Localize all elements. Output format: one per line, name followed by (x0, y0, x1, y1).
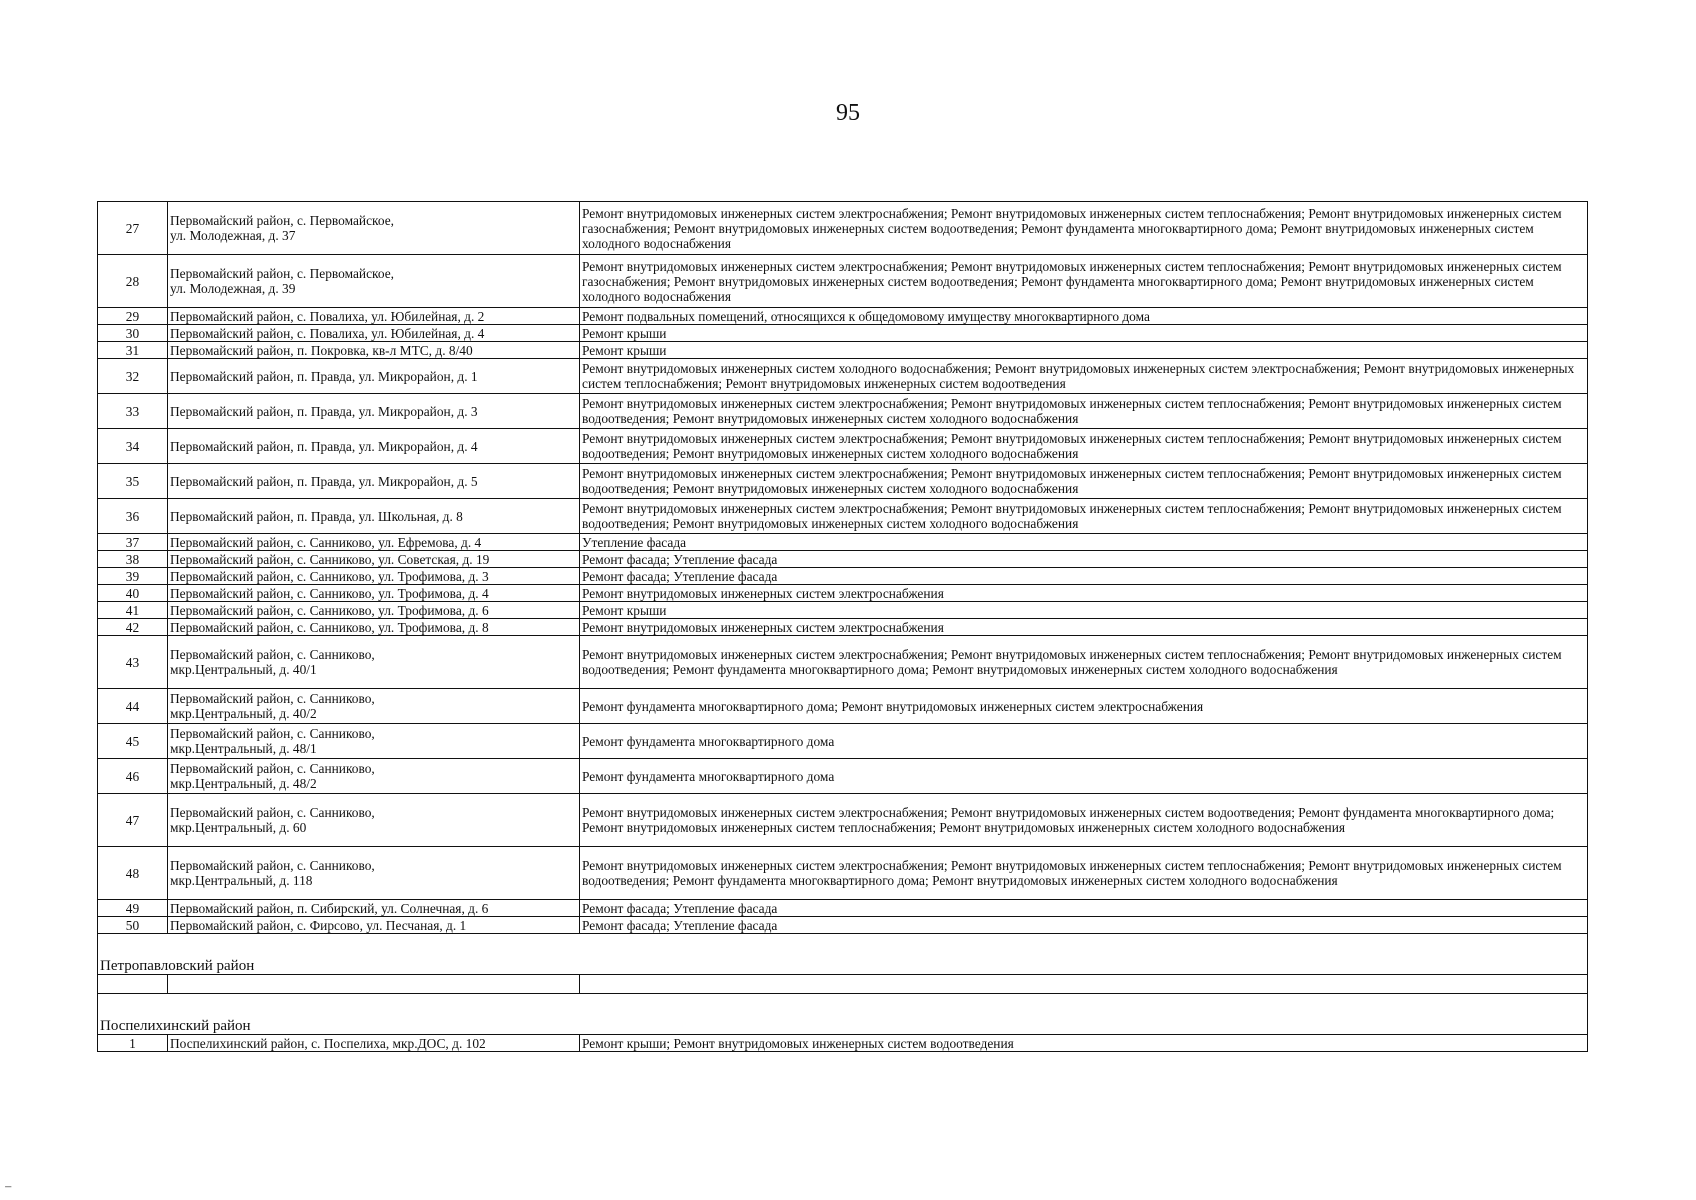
address-line: ул. Молодежная, д. 37 (170, 228, 296, 243)
table-row (98, 464, 1588, 499)
row-number: 39 (98, 568, 168, 585)
address-line: мкр.Центральный, д. 40/2 (170, 706, 317, 721)
address-line: Первомайский район, с. Санниково, (170, 691, 375, 706)
row-number: 29 (98, 308, 168, 325)
table-row (98, 689, 1588, 724)
address-cell (168, 342, 580, 359)
district-header-row (98, 994, 1588, 1035)
row-number: 42 (98, 619, 168, 636)
address-cell (168, 602, 580, 619)
work-type-cell: Ремонт внутридомовых инженерных систем электроснабжения; Ремонт внутридомовых инженерных систем теплоснабжения; Ремонт внутридомовых инженерных систем газоснабжения; Ремонт внутридомовых инженерных систем водоотведения; Ремонт фундамента многоквартирного дома; Ремонт внутридомовых инженерных систем холодного водоснабжения (580, 255, 1588, 308)
address-cell (168, 585, 580, 602)
row-number: 47 (98, 794, 168, 847)
table-row (98, 794, 1588, 847)
row-number: 1 (98, 1035, 168, 1052)
row-number: 49 (98, 900, 168, 917)
empty-row (98, 975, 1588, 994)
address-line: мкр.Центральный, д. 48/2 (170, 776, 317, 791)
address-cell (168, 464, 580, 499)
work-type-cell: Ремонт фундамента многоквартирного дома; Ремонт внутридомовых инженерных систем электроснабжения (580, 689, 1588, 724)
address-cell (168, 534, 580, 551)
table-row (98, 394, 1588, 429)
table-row (98, 847, 1588, 900)
table-row (98, 724, 1588, 759)
row-number: 38 (98, 551, 168, 568)
address-cell (168, 759, 580, 794)
row-number: 34 (98, 429, 168, 464)
table-row (98, 1035, 1588, 1052)
table-row (98, 534, 1588, 551)
address-line: Первомайский район, п. Правда, ул. Микрорайон, д. 4 (170, 438, 478, 454)
work-type-cell: Ремонт внутридомовых инженерных систем электроснабжения; Ремонт внутридомовых инженерных систем теплоснабжения; Ремонт внутридомовых инженерных систем водоотведения; Ремонт фундамента многоквартирного дома; Ремонт внутридомовых инженерных систем холодного водоснабжения (580, 636, 1588, 689)
work-type-cell: Ремонт внутридомовых инженерных систем электроснабжения; Ремонт внутридомовых инженерных систем теплоснабжения; Ремонт внутридомовых инженерных систем водоотведения; Ремонт внутридомовых инженерных систем холодного водоснабжения (580, 394, 1588, 429)
empty-cell (580, 975, 1588, 994)
address-line: Первомайский район, п. Правда, ул. Микрорайон, д. 1 (170, 368, 478, 384)
address-cell (168, 429, 580, 464)
table-row (98, 429, 1588, 464)
address-cell (168, 568, 580, 585)
address-line: Первомайский район, с. Санниково, ул. Трофимова, д. 6 (170, 602, 489, 618)
address-line: Первомайский район, с. Первомайское, (170, 213, 394, 228)
address-cell (168, 794, 580, 847)
address-line: Первомайский район, с. Санниково, ул. Ефремова, д. 4 (170, 534, 482, 550)
row-number: 33 (98, 394, 168, 429)
row-number: 31 (98, 342, 168, 359)
address-cell (168, 325, 580, 342)
work-type-cell: Ремонт внутридомовых инженерных систем электроснабжения; Ремонт внутридомовых инженерных систем водоотведения; Ремонт фундамента многоквартирного дома; Ремонт внутридомовых инженерных систем теплоснабжения; Ремонт внутридомовых инженерных систем холодного водоснабжения (580, 794, 1588, 847)
empty-cell (168, 975, 580, 994)
table-row (98, 585, 1588, 602)
address-cell (168, 847, 580, 900)
address-line: Первомайский район, с. Повалиха, ул. Юбилейная, д. 2 (170, 308, 485, 324)
table-row (98, 619, 1588, 636)
work-type-cell: Ремонт фасада; Утепление фасада (580, 551, 1588, 568)
work-type-cell: Ремонт внутридомовых инженерных систем электроснабжения; Ремонт внутридомовых инженерных систем теплоснабжения; Ремонт внутридомовых инженерных систем водоотведения; Ремонт фундамента многоквартирного дома; Ремонт внутридомовых инженерных систем холодного водоснабжения (580, 847, 1588, 900)
address-cell (168, 255, 580, 308)
row-number: 45 (98, 724, 168, 759)
address-cell (168, 1035, 580, 1052)
address-line: Первомайский район, с. Санниково, ул. Трофимова, д. 8 (170, 619, 489, 635)
work-type-cell: Ремонт фундамента многоквартирного дома (580, 759, 1588, 794)
work-type-cell: Утепление фасада (580, 534, 1588, 551)
table-body (98, 202, 1588, 1052)
table-row (98, 325, 1588, 342)
work-type-cell: Ремонт крыши (580, 325, 1588, 342)
address-line: Первомайский район, с. Санниково, (170, 805, 375, 820)
address-line: Первомайский район, п. Правда, ул. Школьная, д. 8 (170, 508, 463, 524)
work-type-cell: Ремонт фасада; Утепление фасада (580, 917, 1588, 934)
row-number: 35 (98, 464, 168, 499)
work-type-cell: Ремонт внутридомовых инженерных систем электроснабжения; Ремонт внутридомовых инженерных систем теплоснабжения; Ремонт внутридомовых инженерных систем водоотведения; Ремонт внутридомовых инженерных систем холодного водоснабжения (580, 464, 1588, 499)
work-type-cell: Ремонт внутридомовых инженерных систем холодного водоснабжения; Ремонт внутридомовых инженерных систем электроснабжения; Ремонт внутридомовых инженерных систем теплоснабжения; Ремонт внутридомовых инженерных систем водоотведения (580, 359, 1588, 394)
row-number: 36 (98, 499, 168, 534)
row-number: 43 (98, 636, 168, 689)
work-type-cell: Ремонт внутридомовых инженерных систем электроснабжения; Ремонт внутридомовых инженерных систем теплоснабжения; Ремонт внутридомовых инженерных систем водоотведения; Ремонт внутридомовых инженерных систем холодного водоснабжения (580, 429, 1588, 464)
address-line: Первомайский район, с. Повалиха, ул. Юбилейная, д. 4 (170, 325, 485, 341)
district-title: Поспелихинский район (98, 994, 1588, 1035)
work-type-cell: Ремонт крыши (580, 342, 1588, 359)
address-line: Первомайский район, п. Сибирский, ул. Солнечная, д. 6 (170, 900, 489, 916)
work-type-cell: Ремонт фундамента многоквартирного дома (580, 724, 1588, 759)
district-header-row (98, 934, 1588, 975)
address-cell (168, 551, 580, 568)
address-line: Первомайский район, с. Первомайское, (170, 266, 394, 281)
row-number: 30 (98, 325, 168, 342)
work-type-cell: Ремонт внутридомовых инженерных систем электроснабжения (580, 619, 1588, 636)
repair-program-table (97, 201, 1588, 1052)
table-row (98, 202, 1588, 255)
row-number: 37 (98, 534, 168, 551)
table-row (98, 255, 1588, 308)
address-cell (168, 724, 580, 759)
address-line: Первомайский район, п. Покровка, кв-л МТС, д. 8/40 (170, 342, 473, 358)
row-number: 28 (98, 255, 168, 308)
address-line: Первомайский район, с. Санниково, (170, 858, 375, 873)
address-cell (168, 394, 580, 429)
row-number: 41 (98, 602, 168, 619)
row-number: 40 (98, 585, 168, 602)
table-row (98, 568, 1588, 585)
address-line: Первомайский район, с. Фирсово, ул. Песчаная, д. 1 (170, 917, 467, 933)
address-cell (168, 619, 580, 636)
address-line: мкр.Центральный, д. 40/1 (170, 662, 317, 677)
work-type-cell: Ремонт внутридомовых инженерных систем электроснабжения (580, 585, 1588, 602)
work-type-cell: Ремонт крыши (580, 602, 1588, 619)
table-row (98, 499, 1588, 534)
table-row (98, 342, 1588, 359)
row-number: 44 (98, 689, 168, 724)
address-line: мкр.Центральный, д. 118 (170, 873, 313, 888)
address-cell (168, 900, 580, 917)
row-number: 32 (98, 359, 168, 394)
table-row (98, 900, 1588, 917)
address-line: Первомайский район, с. Санниково, ул. Советская, д. 19 (170, 551, 490, 567)
table-row (98, 917, 1588, 934)
address-line: Первомайский район, с. Санниково, ул. Трофимова, д. 4 (170, 585, 489, 601)
address-cell (168, 917, 580, 934)
address-cell (168, 202, 580, 255)
address-line: мкр.Центральный, д. 48/1 (170, 741, 317, 756)
address-line: Первомайский район, п. Правда, ул. Микрорайон, д. 5 (170, 473, 478, 489)
page-number: 95 (836, 100, 860, 126)
table-row (98, 759, 1588, 794)
address-cell (168, 359, 580, 394)
address-line: Первомайский район, с. Санниково, ул. Трофимова, д. 3 (170, 568, 489, 584)
table-row (98, 602, 1588, 619)
work-type-cell: Ремонт фасада; Утепление фасада (580, 900, 1588, 917)
address-line: Первомайский район, с. Санниково, (170, 726, 375, 741)
work-type-cell: Ремонт внутридомовых инженерных систем электроснабжения; Ремонт внутридомовых инженерных систем теплоснабжения; Ремонт внутридомовых инженерных систем газоснабжения; Ремонт внутридомовых инженерных систем водоотведения; Ремонт фундамента многоквартирного дома; Ремонт внутридомовых инженерных систем холодного водоснабжения (580, 202, 1588, 255)
row-number: 27 (98, 202, 168, 255)
address-line: Первомайский район, с. Санниково, (170, 761, 375, 776)
address-cell (168, 499, 580, 534)
address-cell (168, 308, 580, 325)
district-title: Петропавловский район (98, 934, 1588, 975)
address-cell (168, 689, 580, 724)
work-type-cell: Ремонт крыши; Ремонт внутридомовых инженерных систем водоотведения (580, 1035, 1588, 1052)
work-type-cell: Ремонт фасада; Утепление фасада (580, 568, 1588, 585)
work-type-cell: Ремонт подвальных помещений, относящихся к общедомовому имуществу многоквартирного дома (580, 308, 1588, 325)
address-line: Первомайский район, с. Санниково, (170, 647, 375, 662)
empty-cell (98, 975, 168, 994)
address-line: мкр.Центральный, д. 60 (170, 820, 307, 835)
table-row (98, 308, 1588, 325)
scan-mark: ⁻ (4, 1182, 13, 1199)
row-number: 50 (98, 917, 168, 934)
address-line: ул. Молодежная, д. 39 (170, 281, 296, 296)
address-line: Первомайский район, п. Правда, ул. Микрорайон, д. 3 (170, 403, 478, 419)
work-type-cell: Ремонт внутридомовых инженерных систем электроснабжения; Ремонт внутридомовых инженерных систем теплоснабжения; Ремонт внутридомовых инженерных систем водоотведения; Ремонт внутридомовых инженерных систем холодного водоснабжения (580, 499, 1588, 534)
address-line: Поспелихинский район, с. Поспелиха, мкр.ДОС, д. 102 (170, 1035, 486, 1051)
table-row (98, 359, 1588, 394)
address-cell (168, 636, 580, 689)
table-row (98, 551, 1588, 568)
table-row (98, 636, 1588, 689)
row-number: 46 (98, 759, 168, 794)
row-number: 48 (98, 847, 168, 900)
